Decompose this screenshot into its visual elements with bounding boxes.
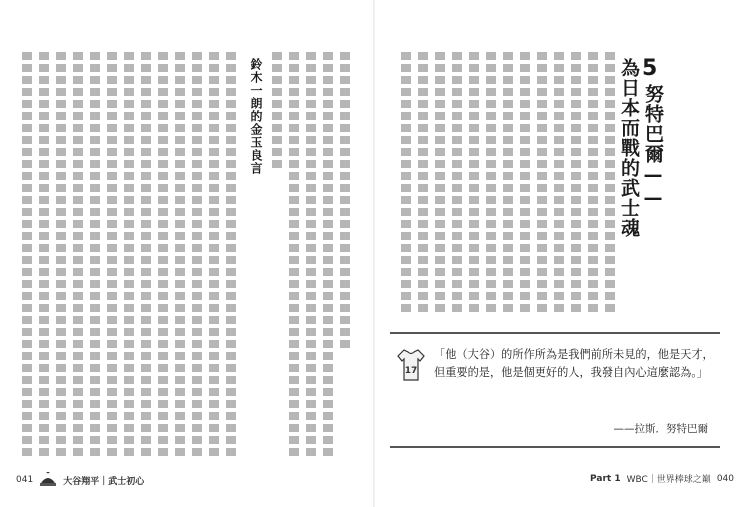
body-text-column: [272, 52, 282, 172]
page-number-right: 040: [716, 473, 734, 484]
chapter-number: 5: [642, 56, 658, 81]
body-text-column: [107, 52, 117, 456]
pull-quote-attribution: ——拉斯．努特巴爾: [613, 423, 708, 435]
body-text-column: [158, 52, 168, 456]
chapter-title-line2: 為日本而戰的武士魂: [618, 58, 640, 238]
body-text-column: [226, 52, 236, 456]
body-text-column: [588, 52, 598, 312]
jersey-17-icon: [396, 348, 426, 382]
body-text-column: [192, 52, 202, 456]
body-text-column: [520, 52, 530, 312]
body-text-column: [340, 52, 350, 352]
body-text-column: [452, 52, 462, 312]
chapter-title-line1: 努特巴爾——: [642, 84, 664, 210]
body-text-column: [39, 52, 49, 456]
body-text-column: [486, 52, 496, 312]
body-text-column: [22, 52, 32, 456]
book-title: 大谷翔平｜武士初心: [63, 476, 145, 487]
part-label: Part 1: [590, 473, 621, 484]
samurai-helmet-icon: [39, 472, 57, 488]
body-text-column: [90, 52, 100, 456]
body-text-column: [289, 52, 299, 456]
body-text-column: [401, 52, 411, 312]
body-text-column: [323, 52, 333, 456]
body-text-column: [503, 52, 513, 312]
body-text-column: [56, 52, 66, 456]
body-text-column: [73, 52, 83, 456]
pull-quote-box: [390, 332, 720, 448]
footer-right: [590, 472, 734, 485]
body-text-column: [554, 52, 564, 312]
body-text-column: [469, 52, 479, 312]
body-text-column: [306, 52, 316, 456]
body-text-column: [435, 52, 445, 312]
footer-left: [16, 472, 144, 488]
body-text-column: [175, 52, 185, 456]
body-text-column: [418, 52, 428, 312]
page-number-left: 041: [16, 475, 34, 485]
section-heading: 鈴木一朗的金玉良言: [249, 58, 263, 175]
pull-quote-text: 「他（大谷）的所作所為是我們前所未見的，他是天才，但重要的是，他是個更好的人，我發自內心這麼認為。」: [434, 348, 714, 379]
body-text-column: [209, 52, 219, 456]
body-text-column: [571, 52, 581, 312]
body-text-column: [124, 52, 134, 456]
body-text-column: [537, 52, 547, 312]
body-text-column: [141, 52, 151, 456]
body-text-column: [605, 52, 615, 312]
svg-text:17: 17: [404, 366, 418, 376]
section-title-footer: WBC｜世界棒球之巔: [626, 475, 711, 485]
